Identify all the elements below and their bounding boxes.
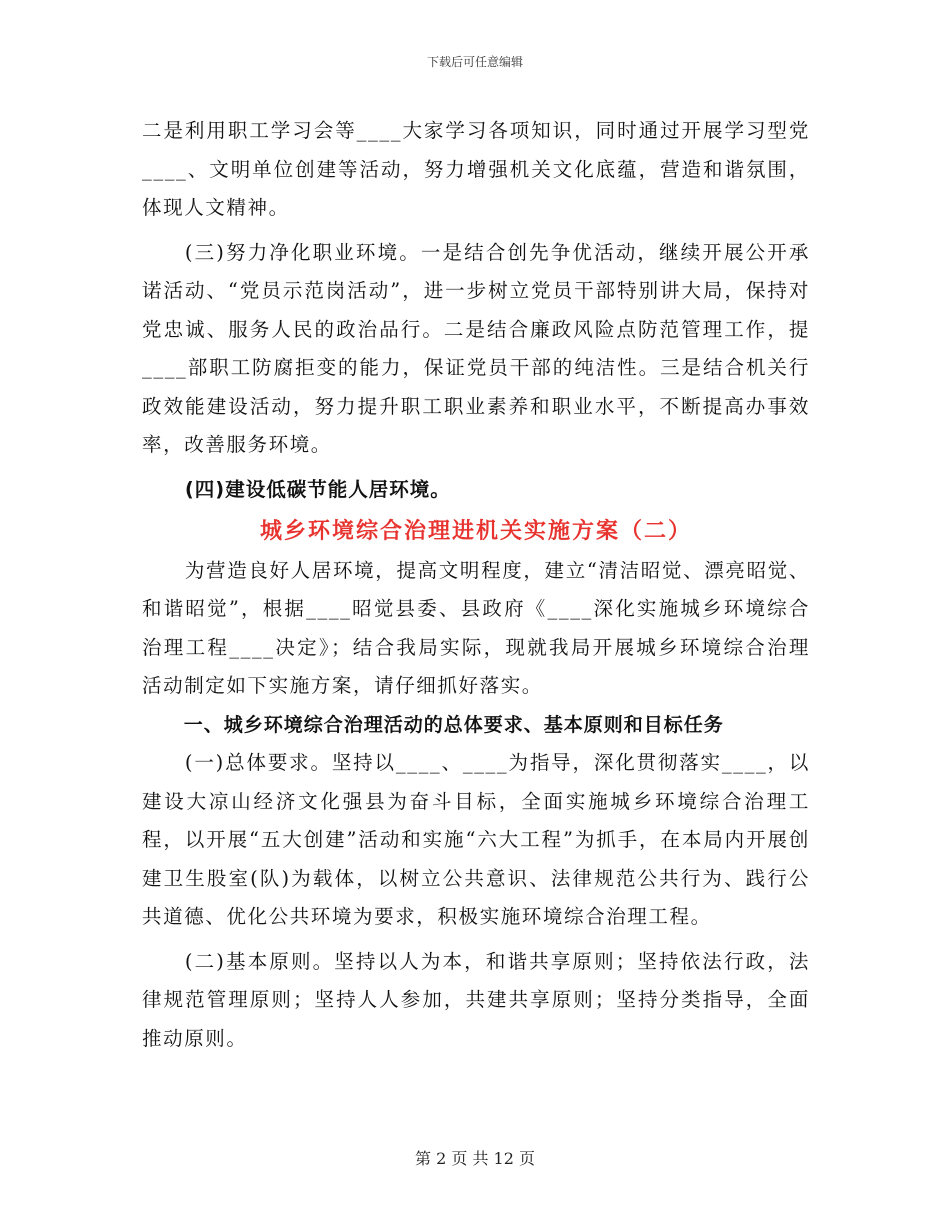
paragraph-section-four: (四)建设低碳节能人居环境。	[184, 477, 451, 501]
paragraph-intro: 为营造良好人居环境，提高文明程度，建立“清洁昭觉、漂亮昭觉、和谐昭觉”，根据____昭觉县委、县政府《____深化实施城乡环境综合治理工程____决定》；结合我局实际，现就我局开展城乡环境综合治理活动制定如下实施方案，请仔细抓好落实。	[142, 558, 810, 697]
page-number: 第 2 页 共 12 页	[415, 1149, 535, 1168]
document-body	[142, 112, 810, 1058]
section-heading-one: 一、城乡环境综合治理活动的总体要求、基本原则和目标任务	[183, 713, 724, 736]
document-title: 城乡环境综合治理进机关实施方案（二）	[259, 518, 692, 544]
paragraph-general-requirements: (一)总体要求。坚持以____、____为指导，深化贯彻落实____，以建设大凉山经济文化强县为奋斗目标，全面实施城乡环境综合治理工程，以开展“五大创建”活动和实施“六大工程”为抓手，在本局内开展创建卫生股室(队)为载体，以树立公共意识、法律规范公共行为、践行公共道德、优化公共环境为要求，积极实施环境综合治理工程。	[142, 751, 810, 928]
paragraph-section-three: (三)努力净化职业环境。一是结合创先争优活动，继续开展公开承诺活动、“党员示范岗活动”，进一步树立党员干部特别讲大局，保持对党忠诚、服务人民的政治品行。二是结合廉政风险点防范管理工作，提____部职工防腐拒变的能力，保证党员干部的纯洁性。三是结合机关行政效能建设活动，努力提升职工职业素养和职业水平，不断提高办事效率，改善服务环境。	[142, 240, 810, 456]
page-header-note: 下载后可任意编辑	[426, 55, 523, 69]
paragraph-basic-principles: (二)基本原则。坚持以人为本，和谐共享原则；坚持依法行政，法律规范管理原则；坚持人人参加，共建共享原则；坚持分类指导，全面推动原则。	[142, 949, 810, 1050]
paragraph-study: 二是利用职工学习会等____大家学习各项知识，同时通过开展学习型党____、文明单位创建等活动，努力增强机关文化底蕴，营造和谐氛围，体现人文精神。	[142, 119, 810, 219]
